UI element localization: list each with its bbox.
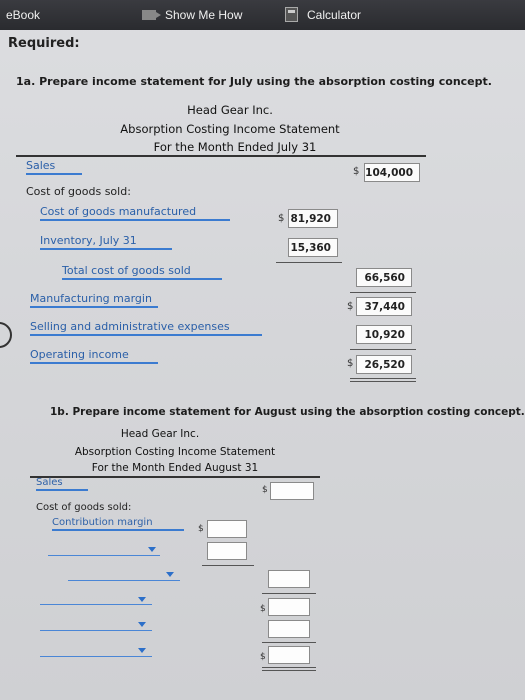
mfg-margin-label-1a[interactable]: Manufacturing margin [30, 292, 158, 308]
contribution-margin-select-1b[interactable]: Contribution margin [52, 517, 184, 531]
operating-income-label-1a[interactable]: Operating income [30, 348, 158, 364]
dollar-sign: $ [260, 652, 266, 662]
instruction-1b: 1b. Prepare income statement for August using the absorption costing concept. [50, 406, 525, 418]
line-item-select-1b-2[interactable] [48, 555, 160, 556]
double-rule-1a [350, 378, 416, 382]
cgm-label-1a[interactable]: Cost of goods manufactured [40, 205, 230, 221]
sales-label-1a[interactable]: Sales [26, 159, 82, 175]
subtotal-rule-1a [350, 349, 416, 350]
radio-marker [0, 322, 12, 348]
cogs-header-1a: Cost of goods sold: [26, 185, 131, 198]
amount-input-1b-2[interactable] [207, 542, 247, 560]
amount-input-1b-5[interactable] [268, 620, 310, 638]
sales-label-1b[interactable]: Sales [36, 477, 88, 491]
mfg-margin-amount-1a[interactable]: 37,440 [356, 297, 412, 316]
sales-amount-1a[interactable]: 104,000 [364, 163, 420, 182]
video-icon [142, 10, 156, 20]
company-name-1b: Head Gear Inc. [120, 428, 200, 440]
total-cogs-amount-1a[interactable]: 66,560 [356, 268, 412, 287]
total-cogs-label-1a[interactable]: Total cost of goods sold [62, 264, 222, 280]
calculator-button[interactable] [285, 7, 361, 22]
chevron-down-icon[interactable] [138, 622, 146, 627]
top-toolbar [0, 0, 525, 30]
dollar-sign: $ [262, 485, 268, 495]
period-1b: For the Month Ended August 31 [91, 462, 259, 474]
amount-input-1b-3[interactable] [268, 570, 310, 588]
sga-label-1a[interactable]: Selling and administrative expenses [30, 320, 262, 336]
subtotal-rule-1b [262, 593, 316, 594]
calculator-label: Calculator [307, 7, 362, 22]
chevron-down-icon[interactable] [148, 547, 156, 552]
dollar-sign: $ [347, 301, 354, 312]
cgm-amount-1a[interactable]: 81,920 [288, 209, 338, 228]
subtotal-rule-1b [262, 642, 316, 643]
header-rule-1a [16, 155, 426, 157]
subtotal-rule-1a [276, 262, 342, 263]
instruction-1a: 1a. Prepare income statement for July using the absorption costing concept. [16, 75, 492, 88]
operating-income-amount-1a[interactable]: 26,520 [356, 355, 412, 374]
line-item-select-1b-5[interactable] [40, 630, 152, 631]
dollar-sign: $ [347, 358, 354, 369]
show-me-how-label: Show Me How [165, 8, 243, 22]
period-1a: For the Month Ended July 31 [153, 140, 317, 154]
line-item-select-1b-4[interactable] [40, 604, 152, 605]
dollar-sign: $ [278, 213, 285, 224]
chevron-down-icon[interactable] [166, 572, 174, 577]
inventory-label-1a[interactable]: Inventory, July 31 [40, 234, 172, 250]
sga-amount-1a[interactable]: 10,920 [356, 325, 412, 344]
inventory-amount-1a[interactable]: 15,360 [288, 238, 338, 257]
amount-input-1b-6[interactable] [268, 646, 310, 664]
statement-title-1a: Absorption Costing Income Statement [120, 122, 340, 136]
line-item-select-1b-3[interactable] [68, 580, 180, 581]
ebook-button[interactable] [6, 8, 40, 22]
cogs-header-1b: Cost of goods sold: [36, 502, 132, 513]
sales-amount-1b[interactable] [270, 482, 314, 500]
amount-input-1b-4[interactable] [268, 598, 310, 616]
statement-title-1b: Absorption Costing Income Statement [74, 446, 276, 458]
dollar-sign: $ [260, 604, 266, 614]
required-heading: Required: [8, 36, 80, 51]
line-item-select-1b-6[interactable] [40, 656, 152, 657]
double-rule-1b [262, 667, 316, 671]
dollar-sign: $ [353, 166, 360, 177]
amount-input-1b-1[interactable] [207, 520, 247, 538]
ebook-label: eBook [6, 8, 41, 22]
show-me-how-button[interactable] [142, 8, 242, 22]
subtotal-rule-1a [350, 292, 416, 293]
subtotal-rule-1b [202, 565, 254, 566]
company-name-1a: Head Gear Inc. [187, 103, 273, 117]
chevron-down-icon[interactable] [138, 597, 146, 602]
calculator-icon [285, 7, 298, 22]
dollar-sign: $ [198, 524, 204, 534]
chevron-down-icon[interactable] [138, 648, 146, 653]
